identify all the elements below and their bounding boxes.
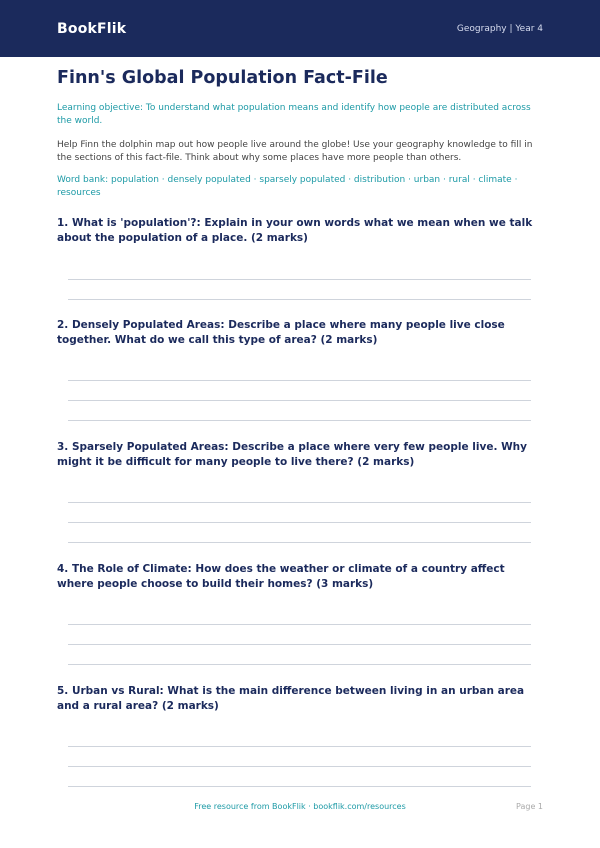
- question-text: 5. Urban vs Rural: What is the main difference between living in an urban area and a rural area? (2 marks): [57, 685, 525, 712]
- answer-line[interactable]: [68, 644, 531, 645]
- question-text: 1. What is 'population'?: Explain in your own words what we mean when we talk about the population of a place. (2 marks): [57, 217, 533, 244]
- answer-line[interactable]: [68, 400, 531, 401]
- intro-text: Help Finn the dolphin map out how people live around the globe! Use your geography knowledge to fill in the sections of this fact-file. Think about why some places have more people than others.: [57, 140, 533, 163]
- page-number: Page 1: [516, 802, 543, 811]
- learning-objective: Learning objective: To understand what population means and identify how people are distributed across the world.: [57, 103, 531, 126]
- answer-line[interactable]: [68, 279, 531, 280]
- answer-line[interactable]: [68, 624, 531, 625]
- answer-line[interactable]: [68, 664, 531, 665]
- word-bank: Word bank: population · densely populated · sparsely populated · distribution · urban · rural · climate · resources: [57, 175, 518, 198]
- answer-line[interactable]: [68, 299, 531, 300]
- answer-line[interactable]: [68, 522, 531, 523]
- question-5: [57, 684, 543, 713]
- question-1: [57, 216, 543, 245]
- answer-line[interactable]: [68, 766, 531, 767]
- question-text: 3. Sparsely Populated Areas: Describe a place where very few people live. Why might it be difficult for many people to live there? (2 marks): [57, 441, 527, 468]
- question-text: 2. Densely Populated Areas: Describe a place where many people live close together. What do we call this type of area? (2 marks): [57, 319, 505, 346]
- answer-line[interactable]: [68, 542, 531, 543]
- answer-line[interactable]: [68, 746, 531, 747]
- answer-line[interactable]: [68, 786, 531, 787]
- header-bar: [0, 0, 600, 57]
- subject-label: Geography | Year 4: [456, 23, 543, 34]
- worksheet-intro: [57, 64, 543, 200]
- question-3: [57, 440, 543, 469]
- brand-logo: BookFlik: [57, 20, 127, 37]
- page-title: Finn's Global Population Fact-File: [57, 68, 388, 88]
- footer-text: Free resource from BookFlik · bookflik.com/resources: [194, 802, 406, 811]
- question-text: 4. The Role of Climate: How does the weather or climate of a country affect where people choose to build their homes? (3 marks): [57, 563, 505, 590]
- answer-line[interactable]: [68, 502, 531, 503]
- answer-line[interactable]: [68, 380, 531, 381]
- answer-line[interactable]: [68, 420, 531, 421]
- question-2: [57, 318, 543, 347]
- question-4: [57, 562, 543, 591]
